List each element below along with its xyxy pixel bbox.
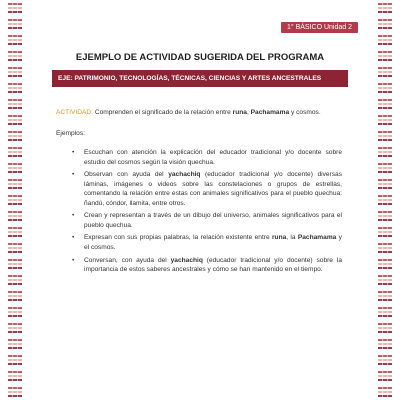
list-item-text: y el cosmos. [84, 234, 342, 252]
examples-list [56, 148, 342, 275]
activity-content [56, 108, 342, 278]
list-item-text: (educador tradicional y/o docente) sobre la importancia de estos saberes ancestrales y cómo se han mantenido en el tiempo. [84, 256, 342, 274]
activity-text: Comprenden el significado de la relación entre [93, 109, 233, 116]
axis-heading-bar: EJE: PATRIMONIO, TECNOLOGÍAS, TÉCNICAS, CIENCIAS Y ARTES ANCESTRALES [52, 70, 348, 87]
list-item-text: Escuchan con atención la explicación del educador tradicional y/o docente sobre estudio del cosmos según la visión quechua. [84, 149, 342, 166]
activity-label: ACTIVIDAD: [56, 109, 94, 116]
list-item-text: , la [286, 234, 298, 242]
list-item [84, 233, 342, 252]
list-item-text: Crean y representan a través de un dibujo del universo, animales significativos para el pueblo quechua. [84, 212, 342, 229]
list-item-text: Observan con ayuda del [84, 171, 169, 179]
list-item-term: yachachiq [168, 171, 201, 179]
list-item-term: runa [271, 234, 287, 242]
list-item [84, 211, 342, 230]
list-item [84, 148, 342, 167]
list-item-text: Conversan, con ayuda del [84, 256, 171, 264]
list-item [84, 256, 342, 275]
grade-unit-badge: 1° BÁSICO Unidad 2 [281, 22, 358, 33]
activity-term-pachamama: Pachamama [250, 109, 290, 116]
page-title: EJEMPLO DE ACTIVIDAD SUGERIDA DEL PROGRAMA [75, 52, 325, 63]
list-item-text: (educador tradicional y/o docente) diversas láminas, imágenes o videos sobre las constelaciones o grupos de estrellas, comentando la relación entre estas con animales significativos para el pueblo quechua: ñandú, cóndor, llamita, entre otros. [84, 171, 342, 207]
activity-text: , [246, 109, 251, 116]
activity-statement [56, 108, 342, 118]
list-item-term: yachachiq [170, 256, 203, 264]
activity-text: y cosmos. [289, 109, 321, 116]
list-item-text: Expresan con sus propias palabras, la relación existente entre [84, 234, 272, 242]
list-item [84, 170, 342, 208]
list-item-term: Pachamama [297, 234, 337, 242]
examples-label: Ejemplos: [56, 129, 85, 137]
activity-term-runa: runa [232, 109, 247, 116]
